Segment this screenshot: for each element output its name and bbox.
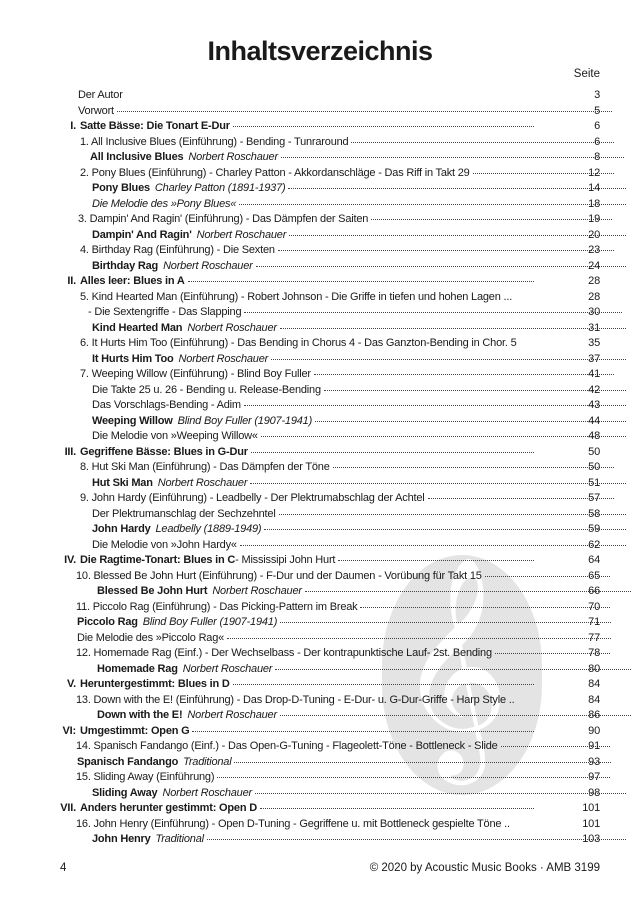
page-number: 78 [588, 647, 600, 659]
entry-text-area [0, 507, 632, 523]
toc-entry-row [0, 817, 640, 833]
toc-entry-row [0, 631, 640, 647]
toc-entry-row [0, 755, 640, 771]
toc-entry-row [0, 243, 640, 259]
page-number: 90 [588, 724, 600, 737]
page-number: 64 [588, 554, 600, 566]
dot-leader [234, 762, 611, 763]
entry-title: 14. Spanisch Fandango (Einf.) - Das Open-G-Tuning - Flageolett-Töne - Bottleneck - Slide [76, 740, 498, 752]
entry-text-area [0, 104, 618, 120]
toc-entry-row [0, 228, 640, 244]
song-title: Blessed Be John Hurt [97, 585, 208, 597]
page-number: 71 [588, 616, 600, 628]
page-number: 70 [588, 600, 600, 613]
entry-title: Der Plektrumanschlag der Sechzehntel [92, 507, 276, 520]
entry-text-area [0, 538, 632, 554]
dot-leader [261, 436, 626, 437]
toc-entry-row [0, 104, 640, 120]
toc-entry-row [0, 600, 640, 616]
entry-text-area [0, 476, 632, 492]
song-composer: Norbert Roschauer [187, 709, 277, 721]
dot-leader [188, 281, 534, 282]
song-title: Piccolo Rag [77, 616, 138, 628]
song-title: John Hardy [92, 523, 151, 535]
entry-title: - Die Sextengriffe - Das Slapping [88, 306, 242, 318]
entry-text-area [0, 243, 620, 259]
page-number: 84 [588, 693, 600, 706]
song-composer: Blind Boy Fuller (1907-1941) [177, 414, 313, 427]
song-title: It Hurts Him Too [92, 352, 174, 365]
page-number: 37 [588, 352, 600, 365]
toc-entry-row [0, 832, 640, 848]
entry-text-area [0, 181, 632, 197]
toc-section-row [0, 801, 640, 817]
dot-leader [428, 498, 614, 499]
page-number: 28 [588, 275, 600, 287]
page-number: 80 [588, 662, 600, 675]
page-number: 23 [588, 244, 600, 256]
song-title: Spanisch Fandango [77, 755, 179, 768]
toc-entry-row [0, 739, 640, 755]
entry-text-area [0, 212, 618, 228]
entry-text-area [0, 615, 617, 631]
section-numeral: I. [70, 120, 76, 132]
song-title: Homemade Rag [97, 662, 178, 675]
toc-entry-row [0, 88, 640, 104]
page-number: 8 [594, 151, 600, 163]
page-number: 12 [588, 166, 600, 179]
toc-entry-row [0, 646, 640, 662]
treble-clef-watermark-icon: 𝄞 [382, 555, 542, 795]
entry-text-area [0, 646, 616, 662]
toc-entry-row [0, 414, 640, 430]
toc-entry-row [0, 259, 640, 275]
page-number: 5 [594, 104, 600, 117]
toc-entry-row [0, 538, 640, 554]
page-number: 6 [594, 135, 600, 148]
song-title: Birthday Rag [92, 259, 159, 272]
dot-leader [280, 622, 611, 623]
entry-text-area [0, 600, 616, 616]
dot-leader [351, 142, 614, 143]
page-number: 30 [588, 306, 600, 318]
song-composer: Norbert Roschauer [178, 352, 269, 365]
page-number: 66 [588, 585, 600, 597]
song-composer: Norbert Roschauer [157, 476, 248, 489]
dot-leader [251, 452, 534, 453]
toc-entry-row [0, 460, 640, 476]
toc-entry-row [0, 212, 640, 228]
song-composer: Norbert Roschauer [212, 585, 302, 597]
entry-text-area [0, 150, 630, 166]
section-title: Satte Bässe: Die Tonart E-Dur [80, 120, 230, 132]
entry-title: 2. Pony Blues (Einführung) - Charley Patton - Akkordanschläge - Das Riff in Takt 29 [80, 166, 470, 179]
entry-text-area [0, 460, 620, 476]
entry-text-area [0, 693, 616, 709]
section-numeral: V. [67, 678, 76, 690]
page-number: 98 [588, 786, 600, 799]
page-number: 18 [588, 197, 600, 210]
toc-entry-row [0, 569, 640, 585]
entry-text-area [0, 786, 632, 802]
entry-text-area [0, 398, 632, 414]
entry-text-area [0, 584, 637, 600]
entry-text-area [0, 383, 632, 399]
entry-title: Die Melodie des »Pony Blues« [92, 197, 237, 210]
page-title: Inhaltsverzeichnis [207, 36, 433, 66]
entry-title: Der Autor [78, 89, 123, 101]
dot-leader [260, 808, 534, 809]
entry-text-area [0, 677, 540, 693]
toc-entry-row [0, 693, 640, 709]
dot-leader [305, 591, 631, 592]
page-number: 86 [588, 709, 600, 721]
table-of-contents [0, 88, 640, 848]
dot-leader [250, 483, 626, 484]
toc-entry-row [0, 522, 640, 538]
entry-text-area [0, 708, 637, 724]
toc-entry-row [0, 135, 640, 151]
dot-leader [217, 777, 610, 778]
entry-text-area [0, 755, 617, 771]
entry-text-area [0, 631, 617, 647]
dot-leader [233, 684, 534, 685]
page-number: 43 [588, 399, 600, 411]
toc-entry-row [0, 197, 640, 213]
entry-title: 8. Hut Ski Man (Einführung) - Das Dämpfen der Töne [80, 461, 330, 473]
page-number: 6 [594, 120, 600, 132]
toc-entry-row [0, 770, 640, 786]
entry-title: 9. John Hardy (Einführung) - Leadbelly - Der Plektrumabschlag der Achtel [80, 492, 425, 504]
song-composer: Norbert Roschauer [162, 786, 252, 799]
toc-entry-row [0, 662, 640, 678]
page-number: 58 [588, 507, 600, 520]
entry-text-area [0, 445, 540, 461]
page-number: 51 [588, 476, 600, 489]
page-number: 35 [588, 337, 600, 349]
page-number: 93 [588, 755, 600, 768]
toc-entry-row [0, 507, 640, 523]
section-title: Die Ragtime-Tonart: Blues in C [80, 554, 236, 566]
song-title: Weeping Willow [92, 414, 173, 427]
song-title: All Inclusive Blues [90, 151, 184, 163]
dot-leader [278, 250, 614, 251]
dot-leader [279, 514, 626, 515]
page-number: 91 [588, 740, 600, 752]
section-numeral: II. [67, 275, 76, 287]
dot-leader [239, 204, 626, 205]
entry-text-area [0, 832, 632, 848]
entry-text-area [0, 259, 632, 275]
entry-text-area [0, 197, 632, 213]
song-composer: Norbert Roschauer [187, 321, 277, 334]
dot-leader [289, 235, 626, 236]
dot-leader [280, 328, 626, 329]
entry-title: 4. Birthday Rag (Einführung) - Die Sexten [80, 244, 275, 256]
entry-title: 6. It Hurts Him Too (Einführung) - Das Bending in Chorus 4 - Das Ganzton-Bending in Chor. 5 [80, 337, 517, 349]
entry-text-area [0, 662, 637, 678]
dot-leader [280, 715, 631, 716]
dot-leader [264, 529, 626, 530]
page-column-label: Seite [573, 68, 600, 80]
song-composer: Traditional [155, 833, 204, 845]
entry-text-area [0, 166, 620, 182]
dot-leader [288, 188, 626, 189]
toc-section-row [0, 445, 640, 461]
song-title: Sliding Away [92, 786, 158, 799]
page-number: 48 [588, 430, 600, 442]
dot-leader [333, 467, 614, 468]
song-title: Hut Ski Man [92, 476, 153, 489]
entry-text-area [0, 414, 632, 430]
toc-entry-row [0, 708, 640, 724]
page-number: 20 [588, 228, 600, 241]
section-title: Alles leer: Blues in A [80, 275, 185, 287]
page-number: 42 [588, 383, 600, 396]
page-number: 97 [588, 771, 600, 783]
song-composer: Charley Patton (1891-1937) [154, 182, 286, 194]
entry-title: Die Melodie von »Weeping Willow« [92, 430, 258, 442]
toc-entry-row [0, 352, 640, 368]
page-number: 41 [588, 368, 600, 380]
toc-entry-row [0, 150, 640, 166]
toc-entry-row [0, 383, 640, 399]
entry-title: Die Melodie von »John Hardy« [92, 538, 237, 551]
toc-section-row [0, 119, 640, 135]
entry-text-area [0, 429, 632, 445]
entry-text-area [0, 290, 620, 306]
page-number: 65 [588, 569, 600, 582]
song-title: John Henry [92, 833, 151, 845]
entry-text-area [0, 336, 620, 352]
dot-leader [256, 266, 626, 267]
entry-title: 3. Dampin' And Ragin' (Einführung) - Das Dämpfen der Saiten [78, 213, 369, 225]
page-number: 57 [588, 492, 600, 504]
page-number: 31 [588, 321, 600, 334]
page-number: 3 [594, 89, 600, 101]
entry-title: 15. Sliding Away (Einführung) [76, 771, 215, 783]
dot-leader [275, 669, 631, 670]
dot-leader [192, 731, 534, 732]
toc-entry-row [0, 786, 640, 802]
section-numeral: IV. [64, 554, 76, 566]
entry-text-area [0, 553, 540, 569]
entry-text-area [0, 228, 632, 244]
dot-leader [227, 638, 611, 639]
dot-leader [255, 793, 626, 794]
dot-leader [117, 111, 612, 112]
entry-text-area [0, 739, 616, 755]
entry-title: 5. Kind Hearted Man (Einführung) - Robert Johnson - Die Griffe in tiefen und hohen Lagen ... [80, 290, 513, 303]
page-number: 50 [588, 461, 600, 473]
page-number: 101 [582, 817, 600, 830]
entry-title: 16. John Henry (Einführung) - Open D-Tuning - Gegriffene u. mit Bottleneck gespielte Töne .. [76, 817, 510, 830]
entry-text-area [0, 119, 540, 135]
entry-text-area [0, 817, 616, 833]
entry-text-area [0, 367, 620, 383]
song-composer: Traditional [183, 755, 232, 768]
page-number: 44 [588, 414, 600, 427]
dot-leader [338, 560, 534, 561]
entry-title: Die Takte 25 u. 26 - Bending u. Release-Bending [92, 383, 321, 396]
toc-entry-row [0, 398, 640, 414]
page-number: 101 [582, 802, 600, 814]
toc-entry-row [0, 181, 640, 197]
dot-leader [314, 374, 614, 375]
section-title: Anders herunter gestimmt: Open D [80, 802, 257, 814]
page-number: 24 [588, 259, 600, 272]
page-number: 28 [588, 290, 600, 303]
entry-title: 12. Homemade Rag (Einf.) - Der Wechselbass - Der kontrapunktische Lauf- 2st. Bending [76, 647, 492, 659]
song-title: Kind Hearted Man [92, 321, 183, 334]
toc-section-row [0, 553, 640, 569]
entry-text-area [0, 274, 540, 290]
entry-text-area [0, 801, 540, 817]
entry-text-area [0, 352, 632, 368]
toc-entry-row [0, 290, 640, 306]
entry-text-area [0, 522, 632, 538]
section-numeral: VI: [62, 724, 76, 737]
section-numeral: VII. [60, 802, 76, 814]
dot-leader [244, 405, 626, 406]
toc-section-row [0, 677, 640, 693]
entry-title: Das Vorschlags-Bending - Adim [92, 399, 241, 411]
dot-leader [233, 126, 534, 127]
page-number: 77 [588, 631, 600, 644]
page-number: 50 [588, 445, 600, 458]
entry-text-area [0, 321, 632, 337]
entry-text-area [0, 770, 616, 786]
toc-entry-row [0, 491, 640, 507]
section-title: Gegriffene Bässe: Blues in G-Dur [80, 445, 248, 458]
dot-leader [240, 545, 626, 546]
entry-text-area [0, 305, 628, 321]
entry-text-area [0, 135, 620, 151]
entry-text-area [0, 724, 540, 740]
entry-text-area [0, 88, 618, 104]
footer-copyright: © 2020 by Acoustic Music Books · AMB 3199 [369, 862, 600, 874]
song-title: Dampin' And Ragin' [92, 228, 192, 241]
song-composer: Blind Boy Fuller (1907-1941) [142, 616, 278, 628]
page-number: 59 [588, 523, 600, 535]
entry-title: 7. Weeping Willow (Einführung) - Blind Boy Fuller [80, 368, 311, 380]
footer-page-number: 4 [60, 862, 67, 874]
song-composer: Leadbelly (1889-1949) [155, 523, 262, 535]
toc-section-row [0, 274, 640, 290]
page-number: 19 [588, 213, 600, 225]
toc-entry-row [0, 429, 640, 445]
song-composer: Norbert Roschauer [188, 151, 278, 163]
toc-entry-row [0, 166, 640, 182]
entry-title: Vorwort [78, 104, 114, 117]
section-subtitle: - Mississipi John Hurt [235, 554, 336, 566]
entry-text-area [0, 569, 616, 585]
dot-leader [207, 839, 626, 840]
dot-leader [244, 312, 622, 313]
page-number: 103 [582, 833, 600, 845]
song-composer: Norbert Roschauer [163, 259, 253, 272]
entry-text-area [0, 491, 620, 507]
entry-title: 10. Blessed Be John Hurt (Einführung) - F-Dur und der Daumen - Vorübung für Takt 15 [76, 569, 482, 582]
song-composer: Norbert Roschauer [182, 662, 273, 675]
dot-leader [371, 219, 612, 220]
dot-leader [324, 390, 626, 391]
toc-entry-row [0, 305, 640, 321]
dot-leader [360, 607, 610, 608]
page-number: 62 [588, 538, 600, 551]
entry-title: 13. Down with the E! (Einführung) - Das Drop-D-Tuning - E-Dur- u. G-Dur-Griffe - Harp Style .. [76, 693, 515, 706]
dot-leader [315, 421, 626, 422]
dot-leader [281, 157, 624, 158]
page-number: 84 [588, 678, 600, 690]
toc-entry-row [0, 615, 640, 631]
toc-entry-row [0, 321, 640, 337]
section-title: Umgestimmt: Open G [80, 724, 190, 737]
song-title: Down with the E! [97, 709, 183, 721]
toc-entry-row [0, 367, 640, 383]
toc-entry-row [0, 476, 640, 492]
section-title: Heruntergestimmt: Blues in D [80, 678, 230, 690]
toc-entry-row [0, 336, 640, 352]
entry-title: 11. Piccolo Rag (Einführung) - Das Picking-Pattern im Break [76, 600, 358, 613]
entry-title: 1. All Inclusive Blues (Einführung) - Bending - Tunraround [80, 135, 349, 148]
page-number: 14 [588, 182, 600, 194]
section-numeral: III. [64, 445, 76, 458]
toc-section-row [0, 724, 640, 740]
song-composer: Norbert Roschauer [196, 228, 287, 241]
entry-title: Die Melodie des »Piccolo Rag« [77, 631, 225, 644]
song-title: Pony Blues [92, 182, 150, 194]
toc-entry-row [0, 584, 640, 600]
dot-leader [271, 359, 626, 360]
